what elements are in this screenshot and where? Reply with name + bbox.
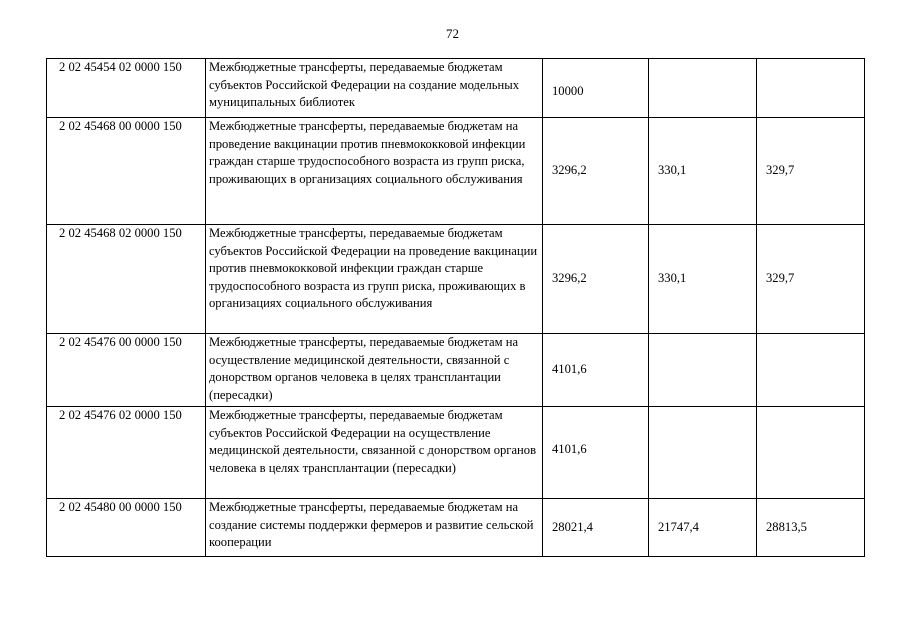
value-cell-year-3: 329,7 [757, 118, 865, 225]
value-cell-year-3 [757, 334, 865, 407]
value-cell-year-3: 329,7 [757, 225, 865, 334]
description-cell: Межбюджетные трансферты, передаваемые бюджетам на осуществление медицинской деятельности, связанной с донорством органов человека в целях трансплантации (пересадки) [206, 334, 543, 407]
budget-revenue-table [46, 58, 865, 557]
table-row [47, 59, 865, 118]
description-cell: Межбюджетные трансферты, передаваемые бюджетам на создание системы поддержки фермеров и развитие сельской кооперации [206, 499, 543, 557]
description-cell: Межбюджетные трансферты, передаваемые бюджетам субъектов Российской Федерации на создание модельных муниципальных библиотек [206, 59, 543, 118]
value-cell-year-1: 28021,4 [543, 499, 649, 557]
description-cell: Межбюджетные трансферты, передаваемые бюджетам на проведение вакцинации против пневмококковой инфекции граждан старше трудоспособного возраста из групп риска, проживающих в организациях социального обслуживания [206, 118, 543, 225]
budget-code-cell: 2 02 45476 02 0000 150 [47, 407, 206, 499]
value-cell-year-2: 21747,4 [649, 499, 757, 557]
value-cell-year-1: 4101,6 [543, 334, 649, 407]
value-cell-year-2 [649, 407, 757, 499]
value-cell-year-1: 3296,2 [543, 225, 649, 334]
budget-code-cell: 2 02 45454 02 0000 150 [47, 59, 206, 118]
value-cell-year-1: 4101,6 [543, 407, 649, 499]
value-cell-year-2 [649, 334, 757, 407]
value-cell-year-1: 3296,2 [543, 118, 649, 225]
table-row [47, 334, 865, 407]
value-cell-year-3 [757, 407, 865, 499]
budget-code-cell: 2 02 45468 02 0000 150 [47, 225, 206, 334]
budget-code-cell: 2 02 45480 00 0000 150 [47, 499, 206, 557]
table-row [47, 225, 865, 334]
value-cell-year-2: 330,1 [649, 225, 757, 334]
value-cell-year-2 [649, 59, 757, 118]
description-cell: Межбюджетные трансферты, передаваемые бюджетам субъектов Российской Федерации на осуществление медицинской деятельности, связанной с донорством органов человека в целях трансплантации (пересадки) [206, 407, 543, 499]
table-row [47, 407, 865, 499]
value-cell-year-3: 28813,5 [757, 499, 865, 557]
budget-code-cell: 2 02 45476 00 0000 150 [47, 334, 206, 407]
description-cell: Межбюджетные трансферты, передаваемые бюджетам субъектов Российской Федерации на проведение вакцинации против пневмококковой инфекции граждан старше трудоспособного возраста из групп риска, проживающих в организациях социального обслуживания [206, 225, 543, 334]
page-number: 72 [446, 26, 459, 41]
table-row [47, 499, 865, 557]
value-cell-year-3 [757, 59, 865, 118]
value-cell-year-2: 330,1 [649, 118, 757, 225]
value-cell-year-1: 10000 [543, 59, 649, 118]
table-row [47, 118, 865, 225]
budget-code-cell: 2 02 45468 00 0000 150 [47, 118, 206, 225]
